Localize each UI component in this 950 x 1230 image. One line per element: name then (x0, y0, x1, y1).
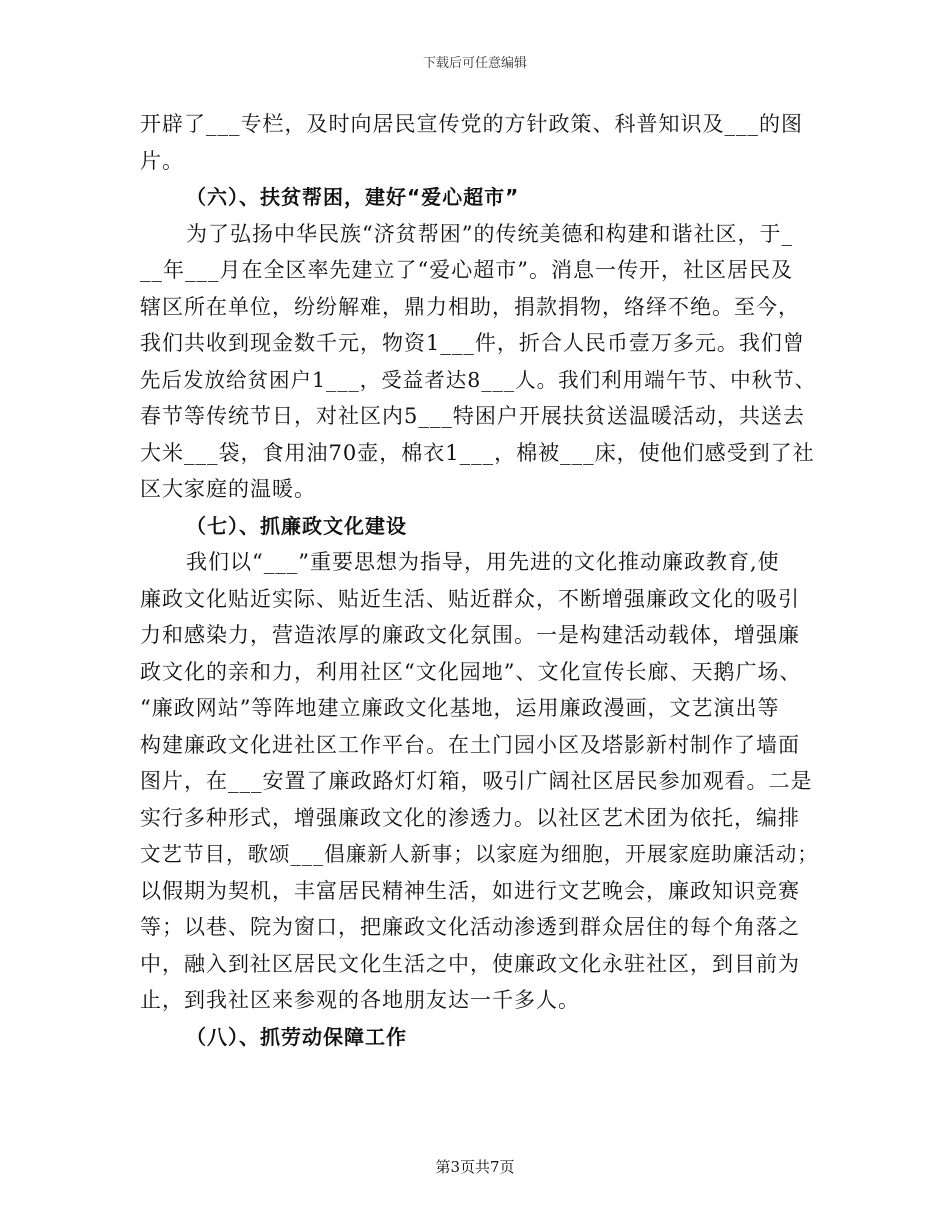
section-heading: （七）、抓廉政文化建设 (186, 513, 407, 538)
body-line: 文艺节目，歌颂___倡廉新人新事；以家庭为细胞，开展家庭助廉活动； (140, 842, 819, 866)
section-heading: （八）、抓劳动保障工作 (186, 1024, 407, 1049)
body-line: 实行多种形式，增强廉政文化的渗透力。以社区艺术团为依托，编排 (140, 805, 800, 830)
body-line: 春节等传统节日，对社区内5___特困户开展扶贫送温暖活动，共送去 (140, 404, 805, 428)
body-line: 大米___袋，食用油70壶，棉衣1___，棉被___床，使他们感受到了社 (140, 440, 815, 465)
body-line: 开辟了___专栏，及时向居民宣传党的方针政策、科普知识及___的图 (140, 112, 803, 136)
page-header: 下载后可任意编辑 (422, 56, 527, 71)
page-number-footer: 第3页共7页 (435, 1158, 515, 1176)
paragraph-first-line: 我们以“___”重要思想为指导，用先进的文化推动廉政教育,使 (186, 550, 780, 574)
body-line: 构建廉政文化进社区工作平台。在土门园小区及塔影新村制作了墙面 (140, 732, 800, 757)
body-line: 以假期为契机，丰富居民精神生活，如进行文艺晚会，廉政知识竞赛 (140, 878, 800, 903)
body-line: 区大家庭的温暖。 (140, 477, 316, 501)
paragraph-first-line: 为了弘扬中华民族“济贫帮困”的传统美德和构建和谐社区，于_ (186, 221, 793, 246)
body-line: 力和感染力，营造浓厚的廉政文化氛围。一是构建活动载体，增强廉 (140, 623, 800, 647)
body-line: 先后发放给贫困户1___，受益者达8___人。我们利用端午节、中秋节、 (140, 367, 817, 392)
body-line: 片。 (140, 148, 184, 173)
body-line: 政文化的亲和力，利用社区“文化园地”、文化宣传长廊、天鹅广场、 (140, 659, 802, 684)
document-body (140, 106, 820, 1055)
body-line: 中，融入到社区居民文化生活之中，使廉政文化永驻社区，到目前为 (140, 951, 800, 976)
section-heading: （六）、扶贫帮困，建好“爱心超市” (186, 185, 520, 209)
body-line: 止，到我社区来参观的各地朋友达一千多人。 (140, 988, 580, 1012)
body-line: 廉政文化贴近实际、贴近生活、贴近群众，不断增强廉政文化的吸引 (140, 586, 800, 611)
body-line: 我们共收到现金数千元，物资1___件，折合人民币壹万多元。我们曾 (140, 331, 805, 355)
body-line: 辖区所在单位，纷纷解难，鼎力相助，捐款捐物，络绎不绝。至今， (140, 294, 800, 319)
body-line: 图片，在___安置了廉政路灯灯箱，吸引广阔社区居民参加观看。二是 (140, 769, 813, 793)
body-line: __年___月在全区率先建立了“爱心超市”。消息一传开，社区居民及 (140, 258, 793, 282)
body-line: “廉政网站”等阵地建立廉政文化基地，运用廉政漫画，文艺演出等 (140, 696, 780, 720)
body-line: 等；以巷、院为窗口，把廉政文化活动渗透到群众居住的每个角落之 (140, 915, 800, 939)
